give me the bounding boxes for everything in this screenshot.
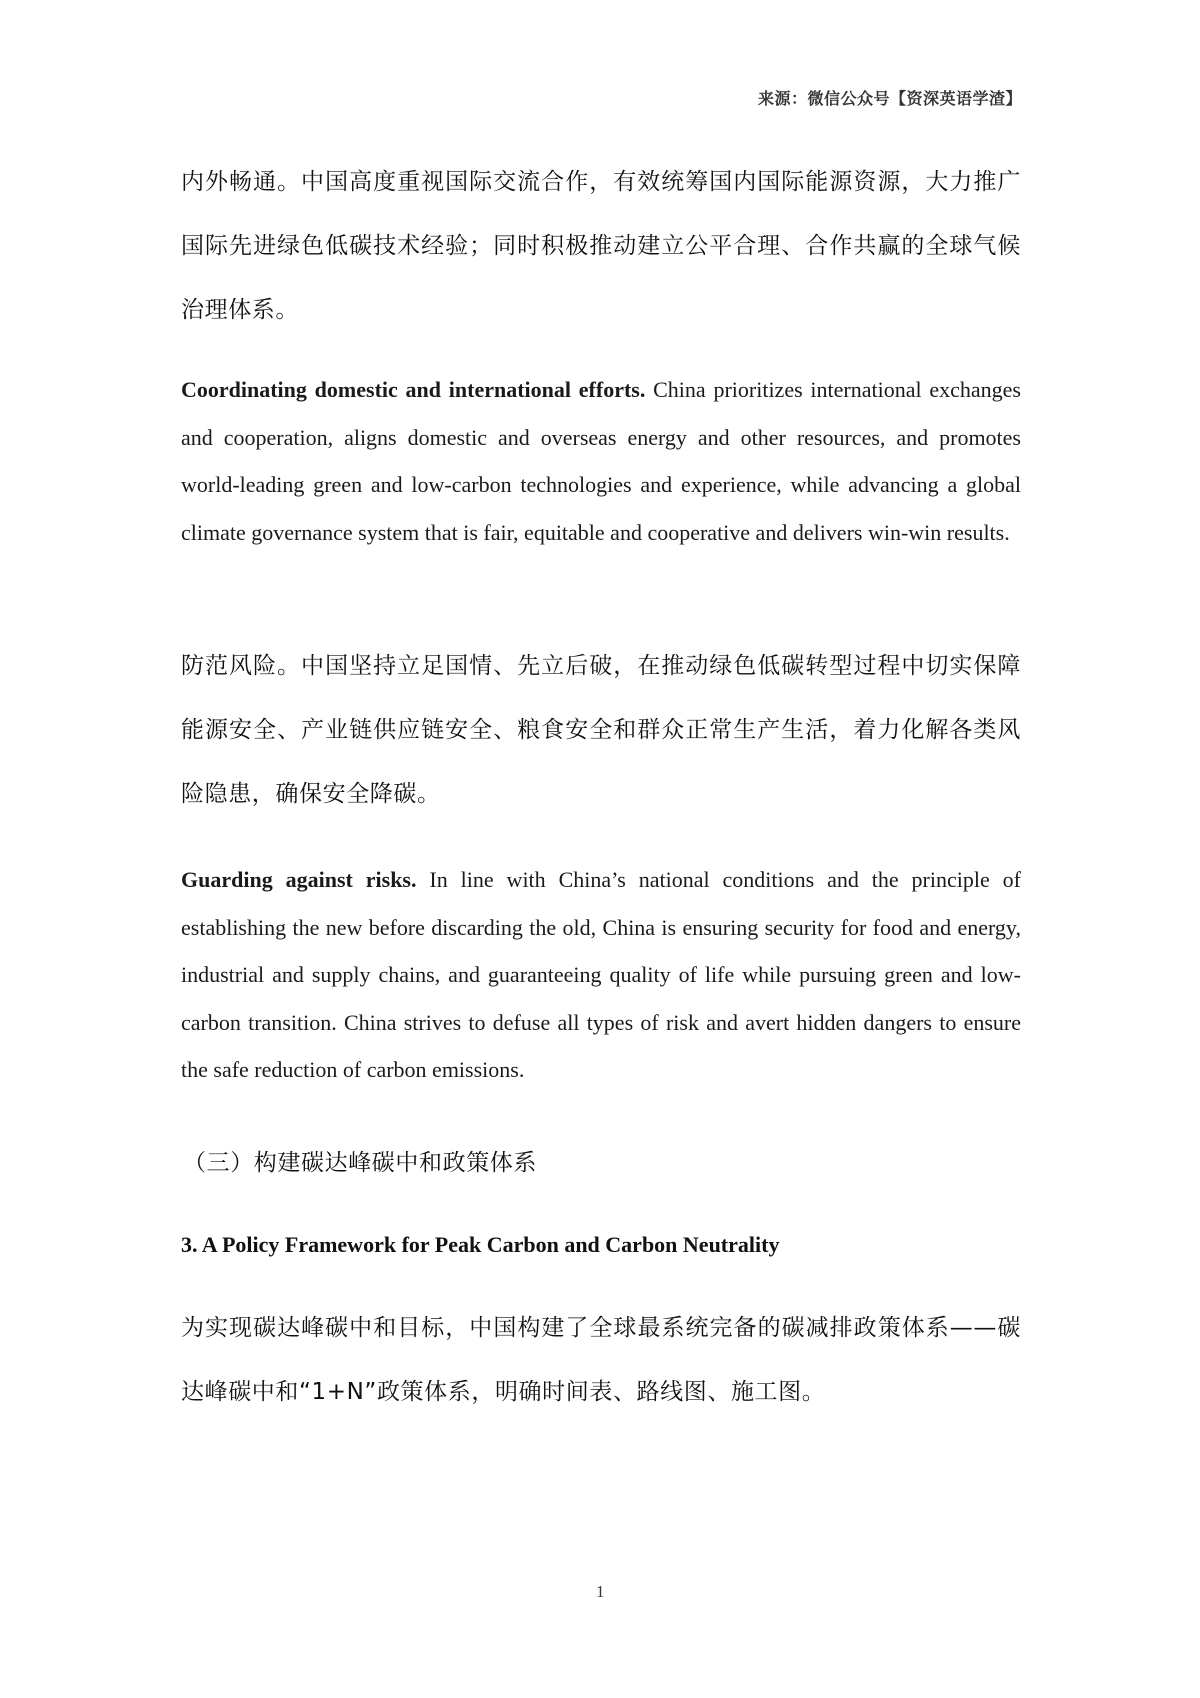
- section-heading-en: 3. A Policy Framework for Peak Carbon and Carbon Neutrality: [181, 1232, 780, 1257]
- paragraph-heading-bold: Guarding against risks.: [181, 867, 417, 892]
- paragraph-zh-risks: [181, 634, 1021, 826]
- section-heading-zh: （三）构建碳达峰碳中和政策体系: [183, 1150, 537, 1176]
- page-number: 1: [596, 1582, 605, 1601]
- paragraph-text: 为实现碳达峰碳中和目标，中国构建了全球最系统完备的碳减排政策体系——碳达峰碳中和“1+N”政策体系，明确时间表、路线图、施工图。: [181, 1315, 1021, 1405]
- paragraph-text: In line with China’s national conditions and the principle of establishing the new before discarding the old, China is ensuring security for food and energy, industrial and supply chains, and guaranteeing quality of life while pursuing green and low-carbon transition. China strives to defuse all types of risk and avert hidden dangers to ensure the safe reduction of carbon emissions.: [181, 867, 1021, 1082]
- paragraph-zh-policy: [181, 1296, 1021, 1424]
- source-attribution: 来源：微信公众号【资深英语学渣】: [757, 89, 1022, 108]
- paragraph-text: 防范风险。中国坚持立足国情、先立后破，在推动绿色低碳转型过程中切实保障能源安全、产业链供应链安全、粮食安全和群众正常生产生活，着力化解各类风险隐患，确保安全降碳。: [181, 653, 1021, 807]
- paragraph-zh-coordination: [181, 150, 1021, 342]
- paragraph-text: 内外畅通。中国高度重视国际交流合作，有效统筹国内国际能源资源，大力推广国际先进绿色低碳技术经验；同时积极推动建立公平合理、合作共赢的全球气候治理体系。: [181, 169, 1021, 323]
- section-heading-zh-container: [183, 1144, 1023, 1177]
- section-heading-en-container: [181, 1232, 1021, 1258]
- paragraph-heading-bold: Coordinating domestic and international efforts.: [181, 377, 646, 402]
- paragraph-en-risks: [181, 856, 1021, 1094]
- paragraph-en-coordination: [181, 366, 1021, 556]
- paragraph-text: China prioritizes international exchanges and cooperation, aligns domestic and overseas energy and other resources, and promotes world-leading green and low-carbon technologies and experience, while advancing a global climate governance system that is fair, equitable and cooperative and delivers win-win results.: [181, 377, 1021, 545]
